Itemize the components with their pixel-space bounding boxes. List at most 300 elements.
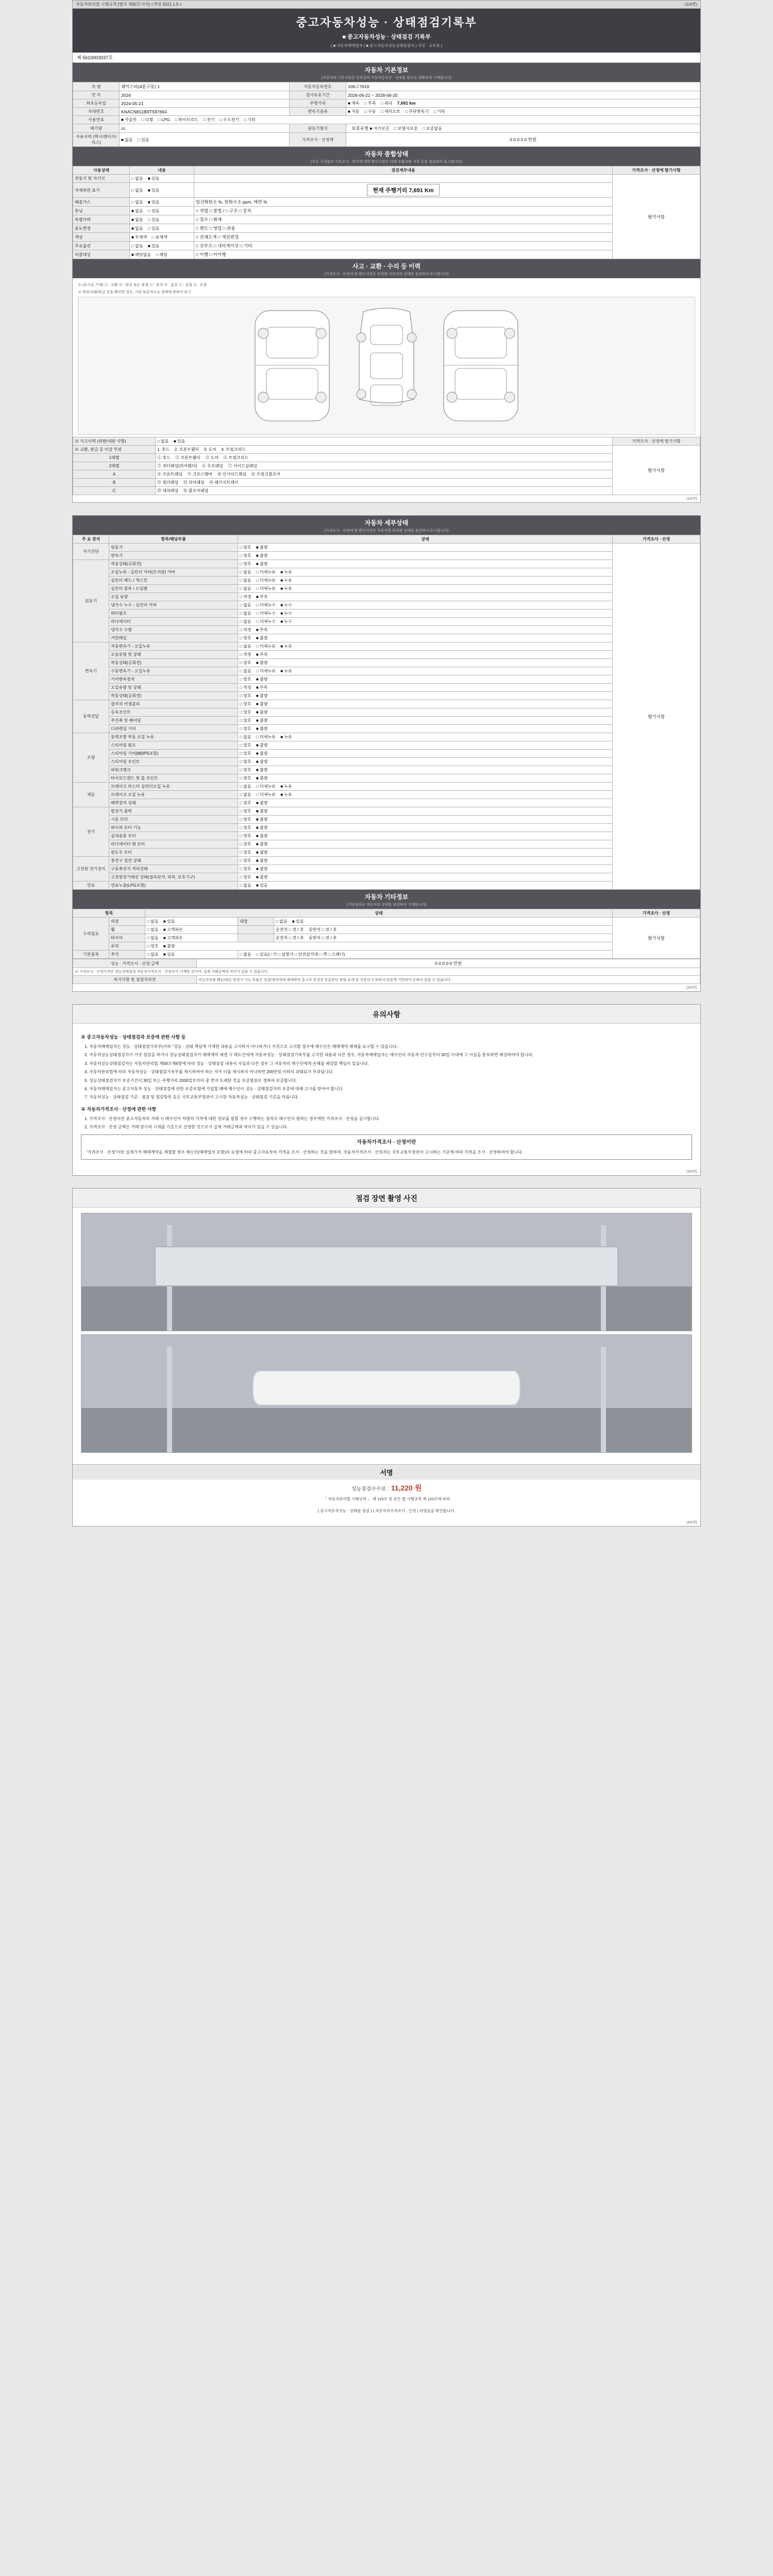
table-row [73,215,700,224]
lv0-item-2[interactable]: ③ 도어 [205,455,219,460]
lv4-item-1[interactable]: ⑯ 플로어패널 [183,488,209,493]
d-5-1-o0[interactable]: □ 없음 [240,792,251,797]
d-1-9-o0[interactable]: □ 양호 [240,636,251,640]
overall-2-opt-1[interactable]: ■ 있음 [147,199,160,205]
table-row [73,618,700,626]
d-1-0-item: 작동상태(공회전) [109,560,238,568]
trans-opt-3[interactable]: □ 무단변속기 [405,109,429,114]
etc-2-item2 [238,934,274,942]
d-4-3-o0[interactable]: □ 양호 [240,759,251,764]
mileage-value: 7,691 km [397,100,416,106]
d-2-1-item: 오일유량 및 상태 [109,651,238,659]
trans-opt-0[interactable]: ■ 자동 [348,109,360,114]
d-7-0-opts [238,857,613,865]
notice-item: 4. 자동차관리법에 따라 자동차성능 · 상태점검기록부를 제시하여야 하는 자가 이를 제시하지 아니하면 200만원 이하의 과태료가 부과됩니다. [89,1069,692,1075]
overall-row-8-opts [130,250,194,259]
notice-body [73,1024,700,1168]
d-4-2-o1[interactable]: ■ 불량 [256,751,268,756]
d-2-5-o0[interactable]: □ 적정 [240,685,251,690]
d-5-1-o1[interactable]: □ 미세누유 [256,792,276,797]
etc-1-item: 휠 [109,926,145,934]
section-overall-title: 자동차 종합상태 [364,150,409,158]
notice-item: 3. 자동차성능상태점검자는 자동차관리법 제58조제6항에 따라 성능 · 상태점검 내용이 사실과 다른 경우 그 자동차의 매수인에게 손해를 배상할 책임이 있습니다. [89,1061,692,1067]
d-6-2-o1[interactable]: ■ 불량 [256,825,268,830]
d-1-4-opts [238,593,613,601]
d-2-6-o1[interactable]: ■ 불량 [256,693,268,698]
detail-header-0: 주 요 장치 [73,535,109,544]
d-3-3-o0[interactable]: □ 양호 [240,726,251,731]
d-3-3-o1[interactable]: ■ 불량 [256,726,268,731]
overall-6-opt-0[interactable]: ■ 무채색 [131,234,147,240]
overall-0-opt-1[interactable]: ■ 있음 [147,176,160,181]
d-1-4-item: 오일 유량 [109,593,238,601]
label-vin: 차대번호 [73,108,120,116]
d-4-2-o0[interactable]: □ 양호 [240,751,251,756]
overall-8-opt-0[interactable]: ■ 해당없음 [131,252,151,257]
d-1-6-o0[interactable]: □ 없음 [240,611,251,616]
d-7-2-opts [238,873,613,882]
value-inspection-period: 2026-06-21 ~ 2028-06-20 [346,91,700,99]
detail-group-7: 고전원 전기장치 [73,857,109,882]
d-2-3-o1[interactable]: □ 미세누유 [256,669,276,673]
d-2-1-o1[interactable]: ■ 부족 [256,652,268,657]
lv4-item-0[interactable]: ⑮ 대쉬패널 [157,488,179,493]
d-1-2-o2[interactable]: ■ 누유 [280,578,292,583]
d-1-1-o1[interactable]: □ 미세누유 [256,570,276,574]
d-4-0-o1[interactable]: □ 미세누유 [256,735,276,739]
d-4-4-o1[interactable]: ■ 불량 [256,768,268,772]
d-8-0-item: 연료누출(LPG포함) [109,882,238,890]
d-7-2-o0[interactable]: □ 양호 [240,875,251,879]
table-row [73,783,700,791]
d-3-0-o0[interactable]: □ 양호 [240,702,251,706]
overall-4-opt-1[interactable]: □ 있음 [147,217,160,222]
d-6-1-o0[interactable]: □ 양호 [240,817,251,822]
d-3-3-opts [238,725,613,733]
d-4-1-o1[interactable]: ■ 불량 [256,743,268,748]
d-6-1-item: 시동 모터 [109,816,238,824]
d-4-1-opts [238,741,613,750]
etc-4-o1[interactable]: ■ 있음 [163,952,175,957]
label-inspection-period: 검사유효기간 [290,91,346,99]
lv0-item-0[interactable]: ① 후드 [157,455,171,460]
d-4-3-o1[interactable]: ■ 불량 [256,759,268,764]
table-row [73,585,700,593]
d-1-6-o1[interactable]: □ 미세누수 [256,611,276,616]
d-2-3-opts [238,667,613,675]
trans-opt-2[interactable]: □ 세미오토 [380,109,400,114]
d-3-1-o0[interactable]: □ 양호 [240,710,251,715]
d-1-8-o0[interactable]: □ 적정 [240,628,251,632]
d-7-0-o1[interactable]: ■ 불량 [256,858,268,863]
detail-state-table [73,535,700,890]
etc-0-o0[interactable]: □ 없음 [147,919,159,924]
fuel-opt-0[interactable]: ■ 가솔린 [121,117,137,122]
table-row [73,568,700,577]
part-2[interactable]: 2. 프론트휀더 [174,447,199,452]
table-row [73,552,700,560]
d-6-5-o0[interactable]: □ 양호 [240,850,251,855]
accident-ext-opt-0[interactable]: □ 없음 [157,439,169,444]
etc-3-opts [145,942,613,951]
lv3-item-1[interactable]: ⑬ 리어패널 [183,480,205,485]
d-6-3-o0[interactable]: □ 양호 [240,834,251,838]
d-1-3-opts [238,585,613,593]
form-microbar [72,0,701,8]
etc-4-p0[interactable]: □ 없음 [240,952,251,957]
fuel-opt-6[interactable]: □ 기타 [244,117,256,122]
d-0-1-item: 변속기 [109,552,238,560]
document-subtitle-2: ( ■ 자동차매매업자 ( ■ 중고자동차성능상태점검자 ) 작성 · 교부용 ) [330,43,443,48]
table-row [73,437,700,446]
photo-2-floor [81,1408,692,1453]
overall-row-7-opts [130,242,194,250]
overall-5-opt-1[interactable]: □ 있음 [147,226,160,231]
d-2-2-o1[interactable]: ■ 불량 [256,660,268,665]
d-3-2-o1[interactable]: ■ 불량 [256,718,268,723]
d-1-4-o1[interactable]: ■ 부족 [256,595,268,599]
overall-3-opt-0[interactable]: ■ 없음 [131,208,143,213]
d-7-0-o0[interactable]: □ 양호 [240,858,251,863]
notice-item: 1. 가격조사 · 산정이란 중고자동차의 거래 시 매수인이 차량의 가격에 대한 정보를 원할 경우 수행하는 절차로 매수인이 원하는 경우에만 가격조사 · 산정을 실시합니다. [89,1116,692,1122]
warranty-opt-2[interactable]: □ 보증없음 [422,126,442,131]
footnote-2: ( 중고자동차성능 · 상태를 점검 ) ( 자동차의가격조사 · 산정 ) 하였음을 확인합니다. [317,1509,456,1514]
d-6-0-o1[interactable]: ■ 불량 [256,809,268,814]
table-row [73,577,700,585]
d-1-2-o0[interactable]: □ 없음 [240,578,251,583]
d-1-3-o0[interactable]: □ 없음 [240,586,251,591]
overall-6-opt-1[interactable]: □ 유채색 [152,234,167,240]
d-0-1-o0[interactable]: □ 양호 [240,553,251,558]
d-6-2-o0[interactable]: □ 양호 [240,825,251,830]
value-mileage [346,99,700,108]
table-row [73,470,700,479]
part-3[interactable]: 3. 도어 [204,447,217,452]
d-1-4-o0[interactable]: □ 적정 [240,595,251,599]
overall-row-7-key: 주요옵션 [73,242,130,250]
accident-parts-row1 [156,446,613,454]
d-4-5-o1[interactable]: ■ 불량 [256,776,268,781]
value-fuel [120,116,700,124]
accident-remark-cell: 딸기사항 [613,446,700,495]
part-1[interactable]: 1. 후드 [157,447,170,452]
warranty-opt-1[interactable]: □ 보험사보증 [394,126,418,131]
etc-4-p1[interactable]: □ 있음(□ 키 □ 설명서 □ 안전삼각대 □ 잭 □ 스패너) [256,952,345,957]
table-row [73,91,700,99]
overall-7-opt-0[interactable]: □ 없음 [131,243,143,248]
section-basic-title: 자동차 기본정보 [364,66,409,74]
lv2-item-0[interactable]: ⑧ 프론트패널 [157,472,182,477]
etc-3-o1[interactable]: ■ 불량 [163,944,175,948]
etc-1-o0[interactable]: □ 없음 [147,927,159,932]
accident-level-4-items [156,487,613,495]
overall-row-5-key: 용도변경 [73,224,130,233]
overall-7-opt-1[interactable]: ■ 있음 [147,243,160,248]
d-6-4-opts [238,840,613,849]
etc-group-repair: 수리필요 [73,918,109,951]
d-6-3-o1[interactable]: ■ 불량 [256,834,268,838]
page-1 [72,8,701,503]
table-header-row [73,909,700,918]
etc-0-opts [145,918,238,926]
etc-3-o0[interactable]: □ 양호 [147,944,159,948]
d-6-0-item: 발전기 출력 [109,807,238,816]
etc-2-p1[interactable]: 동반석 □ 전 / 후 [308,936,337,940]
notice-item: 1. 자동차매매업자는 성능 · 상태점검기록부(이하 "성능 · 상태 책임에 기재한 내용을 고지하지 아니하거나 거짓으로 고지할 경우에 매수인은 매매계약 해제를 요구할 수 있습니다. [89,1044,692,1050]
etc-1-o1[interactable]: ■ 고객파손 [163,927,183,932]
d-5-0-o2[interactable]: ■ 누유 [280,784,292,789]
etc-2-o1[interactable]: ■ 고객파손 [163,936,183,940]
value-carname: 쉐이스타(4륜구동) 1 [120,82,290,91]
overall-5-opt-0[interactable]: ■ 없음 [131,226,143,231]
detail-group-2: 변속기 [73,642,109,700]
d-7-0-item: 충전구 절연 상태 [109,857,238,865]
notice-heading-1: ※ 중고자동차성능 · 상태점검과 보증에 관한 사항 등 [81,1035,186,1040]
overall-8-opt-1[interactable]: □ 해당 [156,252,167,257]
fuel-opt-1[interactable]: □ 디젤 [141,117,154,122]
d-2-4-item: 기어변속장치 [109,675,238,684]
d-5-1-o2[interactable]: ■ 누유 [280,792,292,797]
detail-group-1: 원동기 [73,560,109,642]
d-2-2-opts [238,659,613,667]
fee-value: 11,220 원 [391,1484,422,1493]
d-3-1-o1[interactable]: ■ 불량 [256,710,268,715]
etc-info-table [73,909,700,959]
d-1-5-o0[interactable]: □ 없음 [240,603,251,607]
accident-level-0-items [156,454,613,462]
mileage-opt-0[interactable]: ■ 계속 [348,101,360,106]
table-row [73,918,700,926]
page-2-footer: (2/4면) [686,986,697,990]
d-2-0-o0[interactable]: □ 없음 [240,644,251,649]
d-0-0-o1[interactable]: ■ 불량 [256,545,268,550]
lv0-item-1[interactable]: ② 프론트휀더 [175,455,200,460]
overall-row-6-opts [130,233,194,242]
d-4-1-o0[interactable]: □ 양호 [240,743,251,748]
overall-row-3-key: 튜닝 [73,207,130,215]
form-code: 자동차관리법 시행규칙 [별지 제82호서식] <개정 2021.1.5.> [76,2,182,7]
fuel-opt-3[interactable]: □ 하이브리드 [174,117,198,122]
table-row [73,242,700,250]
lv2-item-2[interactable]: ⑩ 인사이드패널 [217,472,247,477]
d-1-5-o2[interactable]: ■ 누수 [280,603,292,607]
d-6-0-o0[interactable]: □ 양호 [240,809,251,814]
d-6-4-o0[interactable]: □ 양호 [240,842,251,846]
header-detail: 점검세부내용 [194,166,613,175]
car-top-diagram [348,301,425,430]
lv3-item-0[interactable]: ⑫ 필러패널 [157,480,179,485]
table-row [73,750,700,758]
d-1-1-o0[interactable]: □ 없음 [240,570,251,574]
d-6-3-item: 실내송풍 모터 [109,832,238,840]
lv2-item-1[interactable]: ⑨ 크로스멤버 [187,472,213,477]
d-1-2-item: 실린더 헤드 / 개스킷 [109,577,238,585]
warranty-opt-0[interactable]: ■ 자가보증 [369,126,390,131]
fee-row [73,1480,700,1495]
table-row [73,840,700,849]
trans-opt-4[interactable]: □ 기타 [433,109,445,114]
table-row [73,708,700,717]
d-5-0-o0[interactable]: □ 없음 [240,784,251,789]
d-2-4-opts [238,675,613,684]
accident-level-2-items [156,470,613,479]
fuel-opt-2[interactable]: □ LPG [158,117,170,122]
notice-item: 7. 자동차성능 · 상태점검 기준 · 점검 및 점검항목 등은 국토교통부장관이 고시한 자동차성능 · 상태점검 기준을 따릅니다. [89,1094,692,1100]
price-note: ※ 가격조사 · 산정가격은 성능상태점검 자동차가격조사 · 산정자가 기재한 것이며, 실제 거래금액과 차이가 있을 수 있습니다. [73,968,700,976]
label-plate: 자동차등록번호 [290,82,346,91]
header-usage: 사용상태 [73,166,130,175]
accident-level-1-items [156,462,613,470]
header-content: 내용 [130,166,194,175]
d-2-0-o1[interactable]: □ 미세누유 [256,644,276,649]
d-1-7-o0[interactable]: □ 없음 [240,619,251,624]
d-1-7-o1[interactable]: □ 미세누수 [256,619,276,624]
d-5-2-o1[interactable]: ■ 불량 [256,801,268,805]
d-2-1-o0[interactable]: □ 적정 [240,652,251,657]
d-1-6-o2[interactable]: ■ 누수 [280,611,292,616]
d-1-2-o1[interactable]: □ 미세누유 [256,578,276,583]
d-2-5-o1[interactable]: ■ 부족 [256,685,268,690]
accident-ext-opt-1[interactable]: ■ 있음 [173,439,186,444]
d-1-8-o1[interactable]: ■ 부족 [256,628,268,632]
etc-1-p1[interactable]: 동반석 □ 전 / 후 [308,927,337,932]
d-2-0-o2[interactable]: ■ 누유 [280,644,292,649]
d-6-3-opts [238,832,613,840]
d-5-2-o0[interactable]: □ 양호 [240,801,251,805]
etc-0-p1[interactable]: ■ 있음 [292,919,304,924]
lv3-item-2[interactable]: ⑭ 패키지트레이 [209,480,239,485]
d-1-0-o1[interactable]: ■ 불량 [256,562,268,566]
etc-1-item2 [238,926,274,934]
accident-level-1: 2레벨 [73,462,156,470]
usage-opt-0[interactable]: ■ 없음 [121,137,133,142]
etc-0-p0[interactable]: □ 없음 [276,919,288,924]
footnote-1: 「 자동차관리법 시행규칙 」 제 120조 및 같은 법 시행규칙 제 120조에 따라 [323,1497,450,1502]
d-2-4-o1[interactable]: ■ 불량 [256,677,268,682]
photo-2-lift-pole-left [167,1347,172,1452]
table-row [73,634,700,642]
lv1-item-2[interactable]: ⑦ 사이드실패널 [228,464,257,468]
d-1-3-o2[interactable]: ■ 누유 [280,586,292,591]
overall-2-opt-0[interactable]: □ 없음 [131,199,143,205]
car-side-right-diagram [434,301,527,430]
d-8-0-o1[interactable]: ■ 있음 [256,883,268,888]
d-2-3-o2[interactable]: ■ 누유 [280,669,292,673]
d-7-1-o1[interactable]: ■ 불량 [256,867,268,871]
mileage-opt-2[interactable]: □ 과다 [380,101,393,106]
mileage-opt-1[interactable]: □ 부족 [364,101,376,106]
table-row [73,233,700,242]
etc-0-o1[interactable]: ■ 있음 [163,919,175,924]
d-5-1-opts [238,791,613,799]
etc-1-p0[interactable]: 운전석 □ 전 / 후 [276,927,304,932]
d-7-2-o1[interactable]: ■ 불량 [256,875,268,879]
photo-section-title: 점검 장면 촬영 사진 [73,1189,700,1208]
current-mileage-box: 현재 주행거리 7,691 Km [367,184,439,196]
overall-row-3-detail: □ 적법 □ 불법 / □ 구조 □ 장치 [194,207,613,215]
overall-1-opt-1[interactable]: ■ 있음 [147,188,160,193]
d-2-2-o0[interactable]: □ 양호 [240,660,251,665]
trans-opt-1[interactable]: □ 수동 [364,109,376,114]
d-4-4-o0[interactable]: □ 양호 [240,768,251,772]
section-etc-title: 자동차 기타정보 [364,893,409,901]
d-2-4-o0[interactable]: □ 양호 [240,677,251,682]
etc-remark-cell: 딸기사항 [613,918,700,959]
d-2-0-item: 자동변속기 - 오일누유 [109,642,238,651]
d-1-0-opts [238,560,613,568]
value-year: 2024 [120,91,290,99]
d-6-1-o1[interactable]: ■ 불량 [256,817,268,822]
etc-4-o0[interactable]: □ 없음 [147,952,159,957]
overall-row-4-detail: □ 침수 □ 화재 [194,215,613,224]
d-4-0-o2[interactable]: ■ 누유 [280,735,292,739]
accident-level-2: A [73,470,156,479]
price-label: 성능 · 가격조사 · 산정 금액 [73,959,197,968]
overall-0-opt-0[interactable]: □ 없음 [131,176,143,181]
etc-1-opts [145,926,238,934]
section-etc-sub: (기타정보는 자동차의 상태를 점검하여 기재합니다) [346,903,427,907]
overall-row-0-detail [194,175,613,183]
d-1-9-o1[interactable]: ■ 불량 [256,636,268,640]
etc-group-basic: 기본품목 [73,951,109,959]
fuel-opt-4[interactable]: □ 전기 [203,117,215,122]
fuel-opt-5[interactable]: □ 수소전기 [219,117,239,122]
d-2-6-opts [238,692,613,700]
d-1-3-o1[interactable]: □ 미세누유 [256,586,276,591]
d-2-6-o0[interactable]: □ 양호 [240,693,251,698]
d-1-7-o2[interactable]: ■ 누수 [280,619,292,624]
etc-2-p0[interactable]: 운전석 □ 전 / 후 [276,936,304,940]
lv2-item-3[interactable]: ⑪ 트렁크플로어 [251,472,281,477]
overall-4-opt-0[interactable]: ■ 없음 [131,217,143,222]
part-4[interactable]: 4. 트렁크리드 [221,447,246,452]
d-4-5-o0[interactable]: □ 양호 [240,776,251,781]
lv1-item-0[interactable]: ⑤ 쿼터패널(리어휀더) [157,464,197,468]
d-8-0-o0[interactable]: □ 없음 [240,883,251,888]
table-row [73,487,700,495]
table-row [73,446,700,454]
label-displacement: 배기량 [73,124,120,133]
d-0-0-o0[interactable]: □ 양호 [240,545,251,550]
detail-group-6: 전기 [73,807,109,857]
d-1-1-o2[interactable]: ■ 누유 [280,570,292,574]
detail-group-4: 조향 [73,733,109,783]
table-row [73,951,700,959]
lv0-item-3[interactable]: ④ 트렁크리드 [223,455,249,460]
overall-3-opt-1[interactable]: □ 있음 [147,208,160,213]
d-4-0-o0[interactable]: □ 없음 [240,735,251,739]
label-fuel: 사용연료 [73,116,120,124]
usage-opt-1[interactable]: □ 있음 [137,137,149,142]
d-0-1-o1[interactable]: ■ 불량 [256,553,268,558]
table-header-row [73,535,700,544]
lv1-item-1[interactable]: ⑥ 루프패널 [201,464,223,468]
etc-4-item: 추가 [109,951,145,959]
etc-2-o0[interactable]: □ 없음 [147,936,159,940]
d-2-3-o0[interactable]: □ 없음 [240,669,251,673]
d-1-0-o0[interactable]: □ 양호 [240,562,251,566]
d-6-5-o1[interactable]: ■ 불량 [256,850,268,855]
d-1-5-o1[interactable]: □ 미세누수 [256,603,276,607]
label-mileage: 주행거리 [290,99,346,108]
overall-1-opt-0[interactable]: □ 없음 [131,188,143,193]
d-5-0-o1[interactable]: □ 미세누유 [256,784,276,789]
d-7-1-o0[interactable]: □ 양호 [240,867,251,871]
d-3-2-o0[interactable]: □ 양호 [240,718,251,723]
d-3-0-o1[interactable]: ■ 불량 [256,702,268,706]
table-row [73,865,700,873]
d-6-4-o1[interactable]: ■ 불량 [256,842,268,846]
